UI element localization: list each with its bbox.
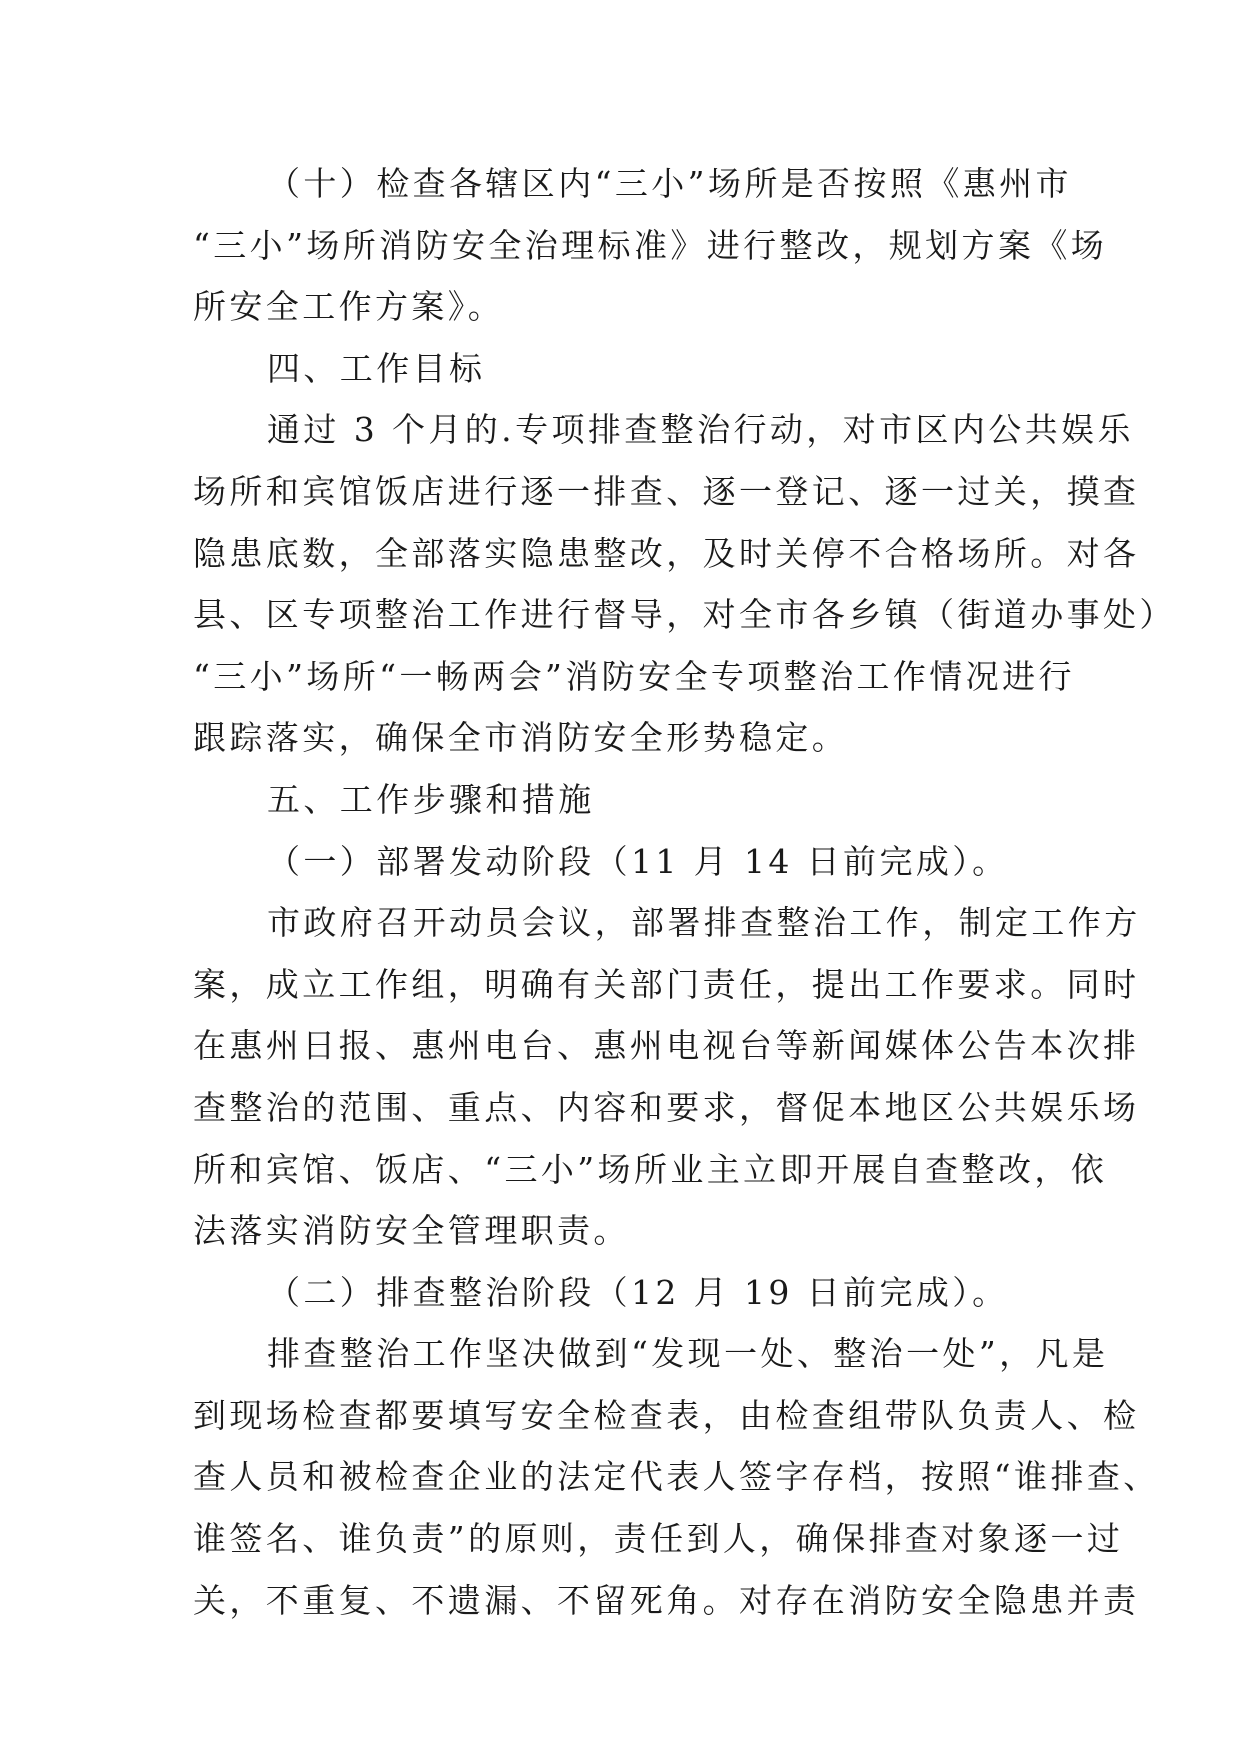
text-line: 到现场检查都要填写安全检查表，由检查组带队负责人、检 bbox=[193, 1395, 1140, 1435]
text-line: 五、工作步骤和措施 bbox=[267, 779, 595, 819]
text-line: “三小”场所“一畅两会”消防安全专项整治工作情况进行 bbox=[193, 656, 1075, 696]
text-line: 市政府召开动员会议，部署排查整治工作，制定工作方 bbox=[267, 903, 1141, 943]
text-line: 所安全工作方案》。 bbox=[193, 287, 505, 327]
text-line: 县、区专项整治工作进行督导，对全市各乡镇（街道办事处） bbox=[193, 595, 1176, 635]
text-line: 查整治的范围、重点、内容和要求，督促本地区公共娱乐场 bbox=[193, 1087, 1140, 1127]
text-line: 在惠州日报、惠州电台、惠州电视台等新闻媒体公告本次排 bbox=[193, 1026, 1140, 1066]
body-text bbox=[193, 153, 1176, 1631]
text-line: “三小”场所消防安全治理标准》进行整改，规划方案《场 bbox=[193, 225, 1108, 265]
text-line: 隐患底数，全部落实隐患整改，及时关停不合格场所。对各 bbox=[193, 533, 1140, 573]
text-line: 通过 3 个月的.专项排查整治行动，对市区内公共娱乐 bbox=[267, 410, 1134, 450]
text-line: 查人员和被检查企业的法定代表人签字存档，按照“谁排查、 bbox=[193, 1457, 1160, 1497]
text-line: （一）部署发动阶段（11 月 14 日前完成）。 bbox=[267, 841, 1009, 881]
text-line: 排查整治工作坚决做到“发现一处、整治一处”，凡是 bbox=[267, 1334, 1109, 1374]
text-line: 跟踪落实，确保全市消防安全形势稳定。 bbox=[193, 718, 849, 758]
text-line: 案，成立工作组，明确有关部门责任，提出工作要求。同时 bbox=[193, 964, 1140, 1004]
text-line: （十）检查各辖区内“三小”场所是否按照《惠州市 bbox=[267, 164, 1072, 203]
text-line: 法落实消防安全管理职责。 bbox=[193, 1211, 630, 1251]
text-line: （二）排查整治阶段（12 月 19 日前完成）。 bbox=[267, 1272, 1009, 1312]
text-line: 所和宾馆、饭店、“三小”场所业主立即开展自查整改，依 bbox=[193, 1149, 1108, 1189]
text-line: 关，不重复、不遗漏、不留死角。对存在消防安全隐患并责 bbox=[193, 1580, 1140, 1620]
text-line: 场所和宾馆饭店进行逐一排查、逐一登记、逐一过关，摸查 bbox=[193, 471, 1140, 511]
text-line: 谁签名、谁负责”的原则，责任到人，确保排查对象逐一过 bbox=[193, 1519, 1124, 1559]
text-line: 四、工作目标 bbox=[267, 348, 486, 388]
